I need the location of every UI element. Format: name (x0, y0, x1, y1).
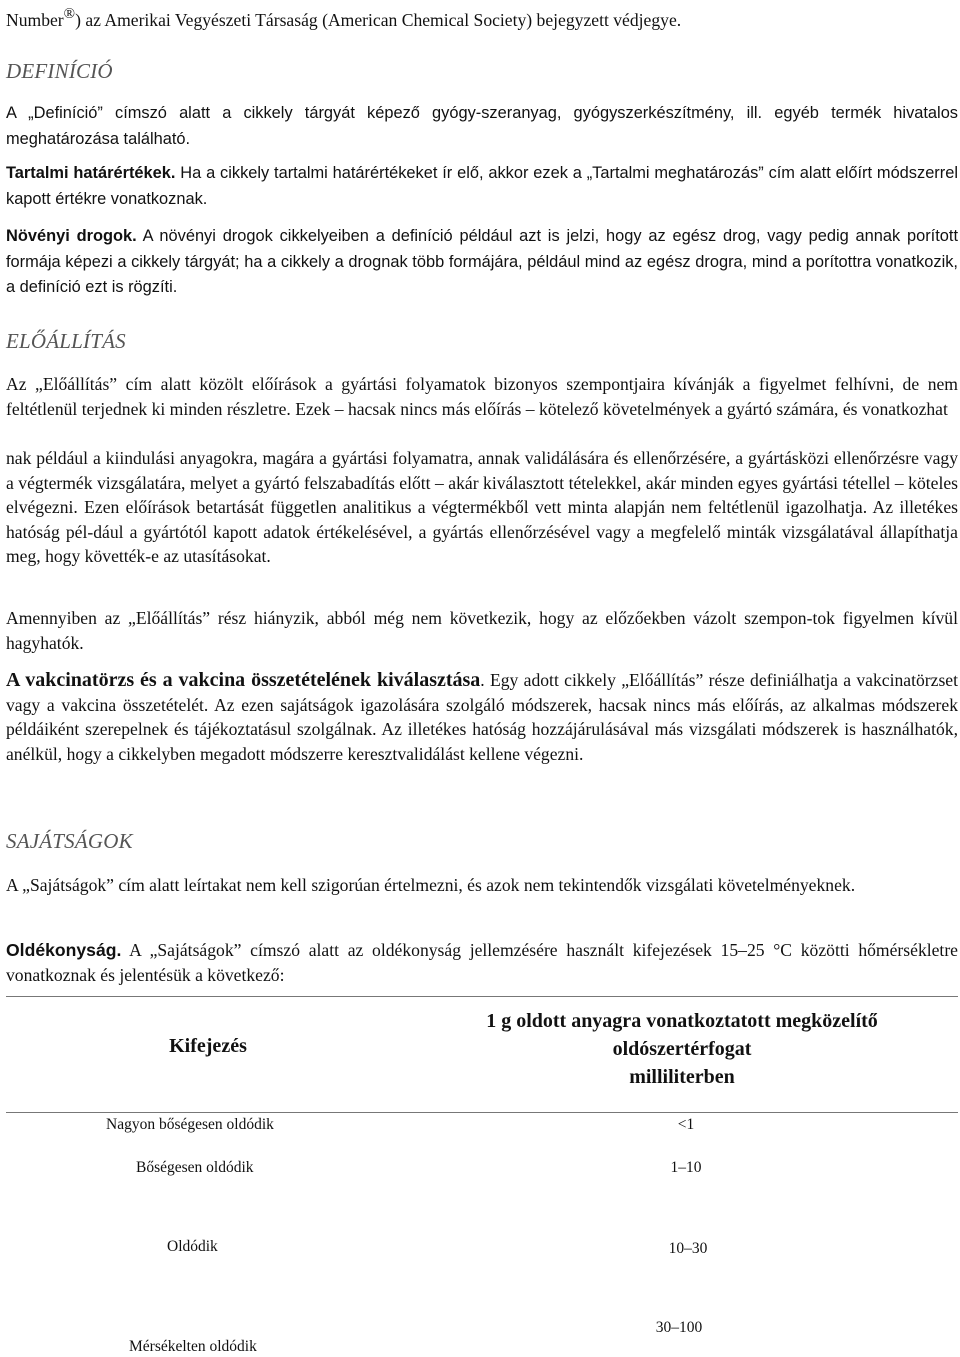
registered-mark: ® (63, 6, 76, 22)
vakcina-paragraph (6, 668, 958, 766)
trademark-note (6, 8, 681, 32)
vakcina-lead: A vakcinatörzs és a vakcina összetételének kiválasztása (6, 669, 481, 691)
vakcina-text: . Egy adott cikkely „Előállítás” része definiálhatja a vakcinatörzset vagy a vakcina összetételét. Az ezen sajátságok igazolására szolgáló módszerek, hacsak nincs más előírás, az alkalmas módszerek példáiként szerepelnek és tájékoztatásul szolgálnak. Az illetékes hatóság hozzájárulásával más vizsgálati módszerek is használhatók, anélkül, hogy a cikkelyben megadott módszerre keresztvalidálást kellene végezni. (6, 670, 958, 764)
table-header-volume-line1: 1 g oldott anyagra vonatkoztatott megközelítő (486, 1010, 878, 1032)
section-heading-sajatsagok: SAJÁTSÁGOK (6, 829, 133, 853)
novenyi-drogok-paragraph (6, 224, 958, 301)
section-heading-eloallitas: ELŐÁLLÍTÁS (6, 329, 126, 353)
table-header-volume-line2: oldószertérfogat (612, 1038, 752, 1060)
eloallitas-paragraph-2: Amennyiben az „Előállítás” rész hiányzik, abból még nem következik, hogy az előzőekben vázolt szempon-tok figyelmen kívül hagyhatók. (6, 608, 958, 653)
table-cell-term: Bőségesen oldódik (136, 1159, 254, 1176)
table-cell-value: <1 (677, 1116, 695, 1133)
table-cell-term: Mérsékelten oldódik (129, 1338, 257, 1355)
sajatsagok-paragraph: A „Sajátságok” cím alatt leírtakat nem kell szigorúan értelmezni, és azok nem tekintendők vizsgálati követelményeknek. (6, 875, 856, 895)
novenyi-text: A növényi drogok cikkelyeiben a definíció például azt is jelzi, hogy az egész drog, vagy pedig annak porított formája képezi a cikkely tárgyát; ha a cikkely a drognak több formájára, például mind az egész drogra, mind a porítottra vonatkozik, a definíció ezt is rögzíti. (6, 227, 959, 296)
table-top-rule (6, 996, 958, 997)
eloallitas-paragraph-1a: Az „Előállítás” cím alatt közölt előírások a gyártási folyamatok bizonyos szempontjaira kívánják a figyelmet felhívni, de nem feltétlenül terjednek ki minden részletre. Ezek – hacsak nincs más előírás – kötelező követelmények a gyártó számára, és vonatkozhat (6, 374, 958, 419)
tartalmi-text: Ha a cikkely tartalmi határértékeket ír elő, akkor ezek a „Tartalmi meghatározás” cím alatt előírt módszerrel kapott értékre vonatkoznak. (6, 164, 958, 208)
novenyi-lead: Növényi drogok. (6, 227, 137, 245)
table-cell-value: 30–100 (655, 1319, 703, 1336)
table-header-volume-line3: milliliterben (629, 1066, 735, 1088)
oldekonysag-lead: Oldékonyság. (6, 940, 122, 960)
trademark-text-start: Number (6, 10, 64, 30)
table-header-rule (6, 1112, 958, 1113)
eloallitas-paragraph-1b: nak például a kiindulási anyagokra, magára a gyártási folyamatra, annak validálására és ellenőrzésére, a gyártásközi ellenőrzésre vagy a végtermék vizsgálatára, melyet a gyártó felszabadítás előtt – akár kiválasztott tételekkel, akár minden egyes gyártási tétellel – köteles elvégezni. Ezen előírások betartását független analitikus a végtermékből vett minta alapján nem feltétlenül igazolhatja. Az illetékes hatóság pél-dául a gyártótól kapott adatok értékelésével, a gyártás ellenőrzésével vagy a megfelelő minták vizsgálatával állapíthatja meg, hogy követték-e az utasításokat. (6, 448, 958, 566)
table-cell-value: 10–30 (668, 1240, 708, 1257)
oldekonysag-paragraph (6, 938, 958, 987)
tartalmi-hatarertekek-paragraph (6, 161, 958, 212)
definicio-intro: A „Definíció” címszó alatt a cikkely tárgyát képező gyógy-szeranyag, gyógyszerkészítmény, ill. egyéb termék hivatalos meghatározása található. (6, 104, 958, 148)
section-heading-definicio: DEFINÍCIÓ (6, 59, 113, 83)
tartalmi-lead: Tartalmi határértékek. (6, 164, 176, 182)
oldekonysag-text: A „Sajátságok” címszó alatt az oldékonyság jellemzésére használt kifejezések 15–25 °C közötti hőmérsékletre vonatkoznak és jelentésük a következő: (6, 940, 958, 985)
table-cell-term: Oldódik (167, 1238, 218, 1255)
table-header-kifejezes: Kifejezés (169, 1035, 247, 1057)
table-header-volume (406, 1007, 958, 1091)
table-cell-term: Nagyon bőségesen oldódik (106, 1116, 274, 1133)
trademark-text-end: ) az Amerikai Vegyészeti Társaság (American Chemical Society) bejegyzett védjegye. (75, 10, 682, 30)
table-cell-value: 1–10 (670, 1159, 702, 1176)
